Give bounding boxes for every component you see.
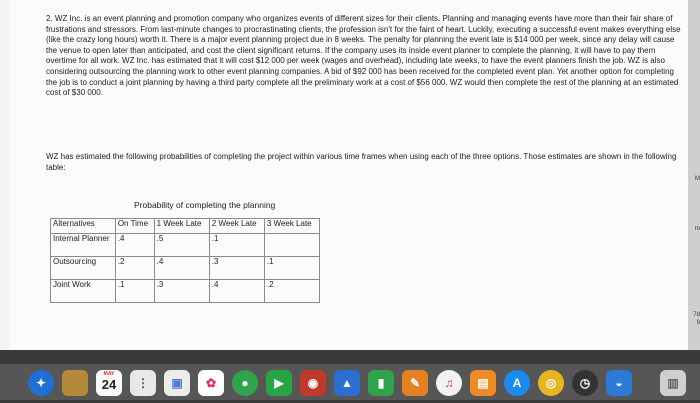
table-row <box>51 234 320 257</box>
table-cell: Internal Planner <box>51 234 116 257</box>
table-cell: .3 <box>209 257 264 280</box>
question-paragraph-1: 2. WZ Inc. is an event planning and promotion company who organizes events of different sizes for their clients. Planning and managing events have more than their fair share of frustrations and stressors. From last-minute changes to procrastinating clients, the profession isn't for the faint of heart. Luckily, executing a successful event makes everything else (like the crazy long hours) worth it. There is a major event planning project due in 8 weeks. The penalty for planning the event late is $14 000 per week, since any delay will cause the venue to open later than anticipated, and cost the client significant returns. If the company uses its inside event planner to complete the planning, it will have to pay them overtime for all work. WZ Inc. has estimated that it will cost $12 000 per week (wages and overhead), including late weeks, to have the event planners finish the job. WZ is also considering outsourcing the planning work to other event planning companies. A bid of $92 000 has been received for the completed event plan. Yet another option for completing the job is to conduct a joint planning by having a third party complete all the preliminary work at a cost of $56 000. WZ would then complete the rest of the planning at an estimated cost of $30 000. <box>46 14 681 98</box>
calendar-icon[interactable] <box>96 370 122 396</box>
document-content <box>10 0 688 350</box>
table-cell: Joint Work <box>51 280 116 303</box>
pages-icon[interactable]: ✎ <box>402 370 428 396</box>
header-cell: On Time <box>115 219 154 234</box>
app-store-icon[interactable]: A <box>504 370 530 396</box>
messages-icon[interactable]: ● <box>232 370 258 396</box>
books-icon[interactable]: ▤ <box>470 370 496 396</box>
edge-text: ro <box>694 226 700 232</box>
table-cell <box>264 234 319 257</box>
photo-booth-icon[interactable]: ◉ <box>300 370 326 396</box>
header-cell: 1 Week Late <box>154 219 209 234</box>
question-paragraph-2: WZ has estimated the following probabilities of completing the project within various time frames when using each of the three options. Those estimates are shown in the following table: <box>46 152 677 172</box>
table-cell: .4 <box>115 234 154 257</box>
table-title: Probability of completing the planning <box>134 200 276 210</box>
table-cell: .1 <box>115 280 154 303</box>
edge-text: 7d <box>693 312 700 318</box>
trash-icon[interactable]: ▥ <box>660 370 686 396</box>
calendar-month: MAY <box>103 371 115 377</box>
facetime-icon[interactable]: ▶ <box>266 370 292 396</box>
table-row <box>51 257 320 280</box>
probability-table <box>50 218 320 303</box>
table-cell: .5 <box>154 234 209 257</box>
music-icon[interactable]: ♫ <box>436 370 462 396</box>
header-cell: Alternatives <box>51 219 116 234</box>
table-row <box>51 280 320 303</box>
table-header-row <box>51 219 320 234</box>
header-cell: 2 Week Late <box>209 219 264 234</box>
notes-icon[interactable] <box>62 370 88 396</box>
table-cell: .3 <box>154 280 209 303</box>
edge-text: 9 <box>696 320 700 326</box>
preview-icon[interactable]: ◒ <box>606 370 632 396</box>
table-cell: .2 <box>264 280 319 303</box>
edge-text: M <box>695 176 700 182</box>
keynote-icon[interactable]: ▲ <box>334 370 360 396</box>
safari-icon[interactable]: ✦ <box>28 370 54 396</box>
header-cell: 3 Week Late <box>264 219 319 234</box>
photos-app-icon[interactable]: ▣ <box>164 370 190 396</box>
table-cell: Outsourcing <box>51 257 116 280</box>
table-cell: .1 <box>209 234 264 257</box>
dock <box>0 350 700 403</box>
time-machine-icon[interactable]: ◷ <box>572 370 598 396</box>
table-cell: .4 <box>209 280 264 303</box>
numbers-icon[interactable]: ▮ <box>368 370 394 396</box>
photos-icon[interactable]: ✿ <box>198 370 224 396</box>
table-cell: .4 <box>154 257 209 280</box>
table-cell: .2 <box>115 257 154 280</box>
chrome-icon[interactable]: ◎ <box>538 370 564 396</box>
adjacent-window-edge <box>688 0 700 350</box>
calendar-day: 24 <box>101 377 117 392</box>
table-cell: .1 <box>264 257 319 280</box>
reminders-icon[interactable]: ⋮ <box>130 370 156 396</box>
